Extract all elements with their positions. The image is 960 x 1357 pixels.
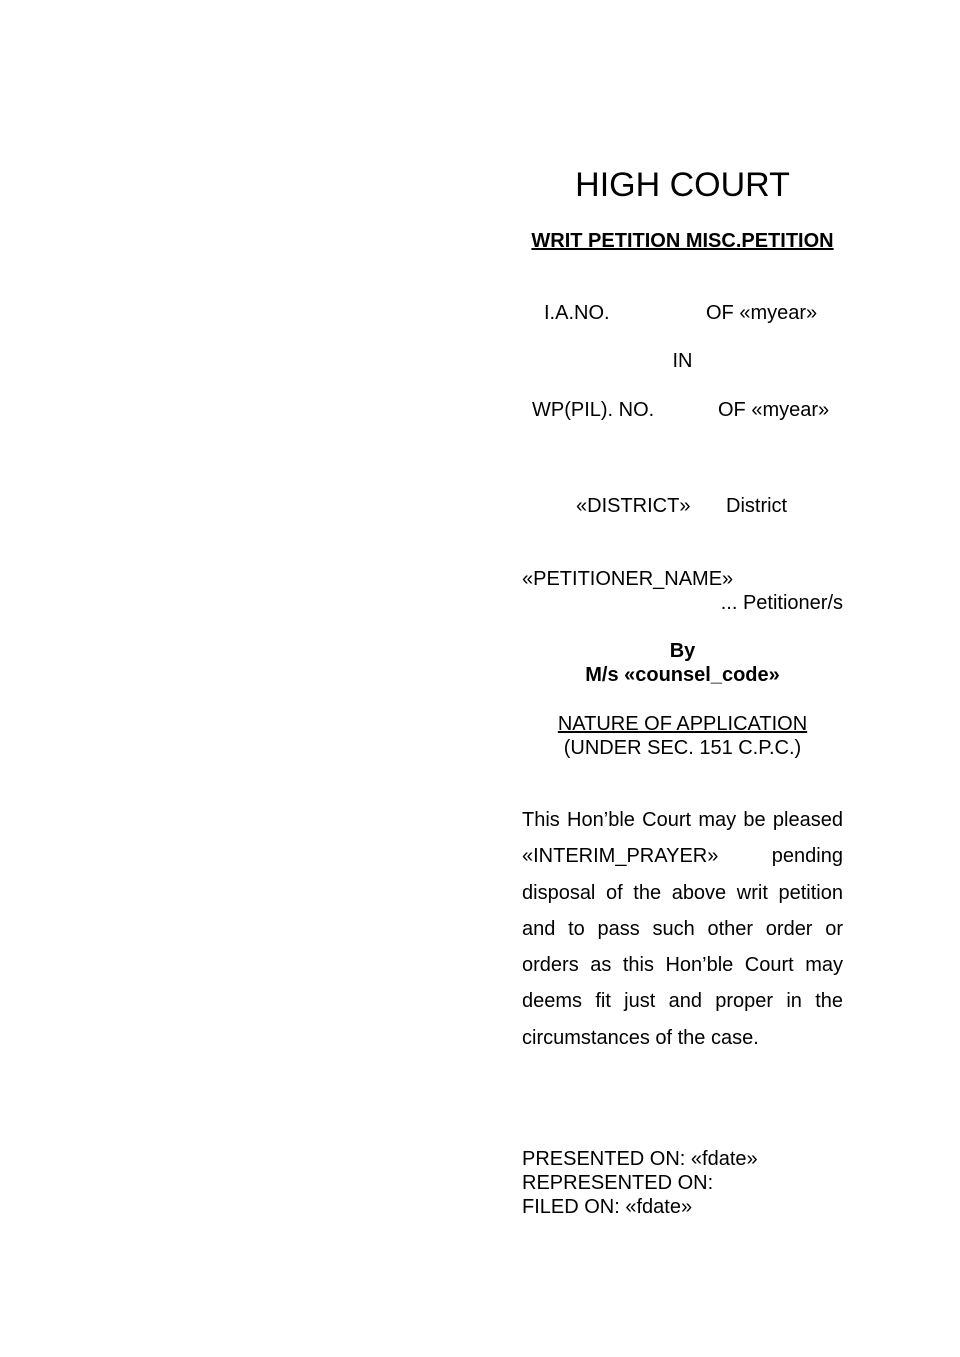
counsel-block [522, 639, 843, 687]
nature-title: NATURE OF APPLICATION [557, 713, 808, 735]
prayer-paragraph: This Hon’ble Court may be pleased «INTERIM_PRAYER» pending disposal of the above writ petition and to pass such other order or orders as this Hon’ble Court may deems fit just and proper in the circumstances of the case. [522, 809, 843, 1049]
district-label: District [726, 495, 788, 517]
by-label: By [669, 640, 696, 662]
district-row [522, 494, 843, 518]
petitioner-role: ... Petitioner/s [720, 592, 843, 614]
district-value: «DISTRICT» [576, 495, 691, 517]
presented-on: PRESENTED ON: «fdate» [522, 1148, 758, 1170]
ia-number-label: I.A.NO. [544, 302, 610, 324]
filed-on: FILED ON: «fdate» [522, 1196, 693, 1218]
petitioner-name: «PETITIONER_NAME» [522, 568, 734, 590]
counsel-name: M/s «counsel_code» [585, 664, 780, 686]
represented-on: REPRESENTED ON: [522, 1172, 714, 1194]
ia-number-row [522, 301, 843, 325]
nature-of-application [522, 712, 843, 760]
ia-year: OF «myear» [706, 302, 818, 324]
nature-section: (UNDER SEC. 151 C.P.C.) [563, 737, 802, 759]
petition-type-heading: WRIT PETITION MISC.PETITION [531, 230, 834, 252]
court-title: HIGH COURT [575, 166, 790, 204]
wp-year: OF «myear» [718, 399, 830, 421]
wp-number-row [522, 398, 843, 422]
wp-number-label: WP(PIL). NO. [532, 399, 655, 421]
filing-dates [522, 1147, 843, 1219]
in-connector: IN [672, 350, 693, 372]
